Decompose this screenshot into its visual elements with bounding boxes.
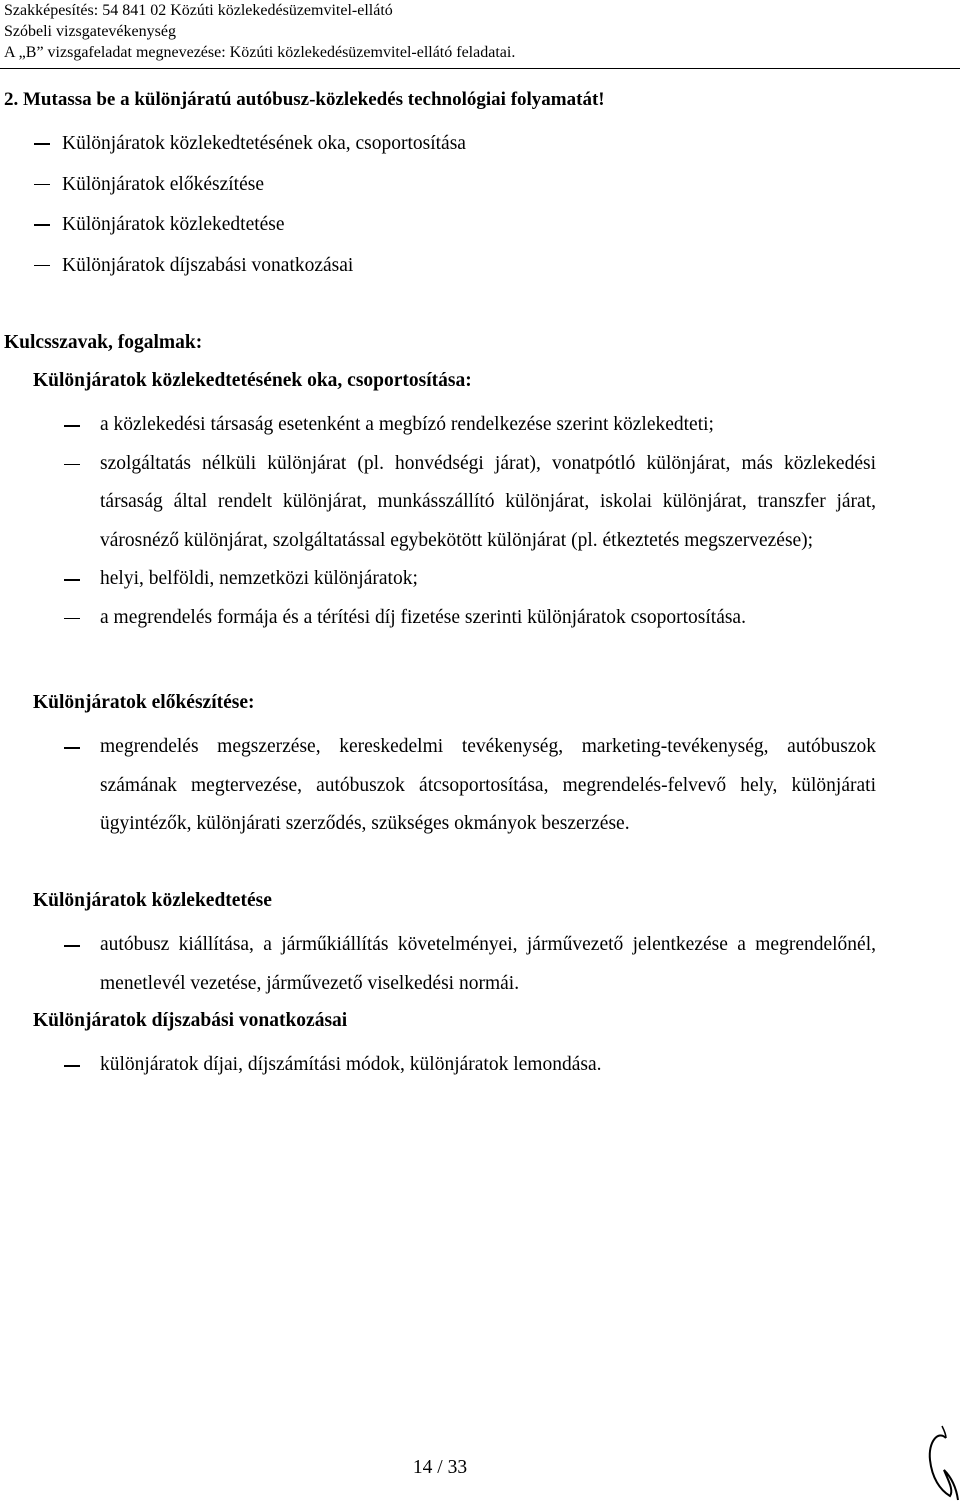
bullet-text: helyi, belföldi, nemzetközi különjáratok; (100, 568, 418, 589)
header-divider (0, 68, 960, 69)
dash-bullet (64, 747, 80, 749)
bullet-item (0, 560, 960, 599)
topic-item (0, 252, 960, 293)
bullet-text: autóbusz kiállítása, a járműkiállítás követelményei, járművezető jelentkezése a megrendelőnél, menetlevél vezetése, járművezető viselkedési normái. (100, 934, 876, 994)
dash-bullet (34, 184, 50, 186)
topic-text: Különjáratok előkészítése (62, 173, 264, 195)
page-header (4, 0, 954, 63)
bullet-text: a közlekedési társaság esetenként a megbízó rendelkezése szerint közlekedteti; (100, 414, 714, 435)
dash-bullet (34, 143, 50, 145)
keywords-title: Kulcsszavak, fogalmak: (4, 332, 203, 353)
topic-list (0, 130, 960, 292)
dash-bullet (34, 265, 50, 267)
section-grouping (0, 368, 960, 637)
topic-text: Különjáratok közlekedtetése (62, 214, 285, 235)
dash-bullet (64, 464, 80, 466)
topic-text: Különjáratok közlekedtetésének oka, csoportosítása (62, 133, 466, 154)
section-heading: Különjáratok előkészítése: (33, 692, 255, 713)
section-heading: Különjáratok közlekedtetésének oka, csoportosítása: (33, 370, 472, 391)
section-heading: Különjáratok közlekedtetése (33, 890, 272, 911)
bullet-text: különjáratok díjai, díjszámítási módok, különjáratok lemondása. (100, 1054, 602, 1075)
header-exam-activity: Szóbeli vizsgatevékenység (4, 23, 176, 40)
dash-bullet (34, 224, 50, 226)
question-title: 2. Mutassa be a különjáratú autóbusz-közlekedés technológiai folyamatát! (4, 89, 605, 110)
dash-bullet (64, 425, 80, 427)
bullet-item (0, 406, 960, 445)
section-heading: Különjáratok díjszabási vonatkozásai (33, 1010, 348, 1031)
bullet-item (0, 599, 960, 638)
section-operation (0, 888, 960, 1003)
topic-item (0, 171, 960, 212)
header-qualification: Szakképesítés: 54 841 02 Közúti közlekedésüzemvitel-ellátó (4, 2, 393, 19)
topic-item (0, 211, 960, 252)
header-task-name: A „B” vizsgafeladat megnevezése: Közúti közlekedésüzemvitel-ellátó feladatai. (4, 44, 516, 61)
section-preparation (0, 690, 960, 844)
page-number: 14 / 33 (412, 1457, 468, 1478)
section-tariffs (0, 1008, 960, 1085)
topic-item (0, 130, 960, 171)
dash-bullet (64, 618, 80, 620)
bullet-text: megrendelés megszerzése, kereskedelmi tevékenység, marketing-tevékenység, autóbuszok számának megtervezése, autóbuszok átcsoportosítása, megrendelés-felvevő hely, különjárati ügyintézők, különjárati szerződés, szükséges okmányok beszerzése. (100, 736, 876, 834)
bullet-item (0, 1046, 960, 1085)
bullet-item (0, 926, 960, 1003)
handwritten-signature (920, 1420, 960, 1503)
bullet-item (0, 445, 960, 561)
dash-bullet (64, 945, 80, 947)
dash-bullet (64, 1065, 80, 1067)
bullet-item (0, 728, 960, 844)
topic-text: Különjáratok díjszabási vonatkozásai (62, 254, 354, 276)
dash-bullet (64, 579, 80, 581)
bullet-text: a megrendelés formája és a térítési díj fizetése szerinti különjáratok csoportosítása. (100, 606, 746, 628)
bullet-text: szolgáltatás nélküli különjárat (pl. honvédségi járat), vonatpótló különjárat, más közlekedési társaság által rendelt különjárat, munkásszállító különjárat, iskolai különjárat, transzfer járat, városnéző különjárat, szolgáltatással egybekötött különjárat (pl. étkeztetés megszervezése); (100, 452, 876, 551)
